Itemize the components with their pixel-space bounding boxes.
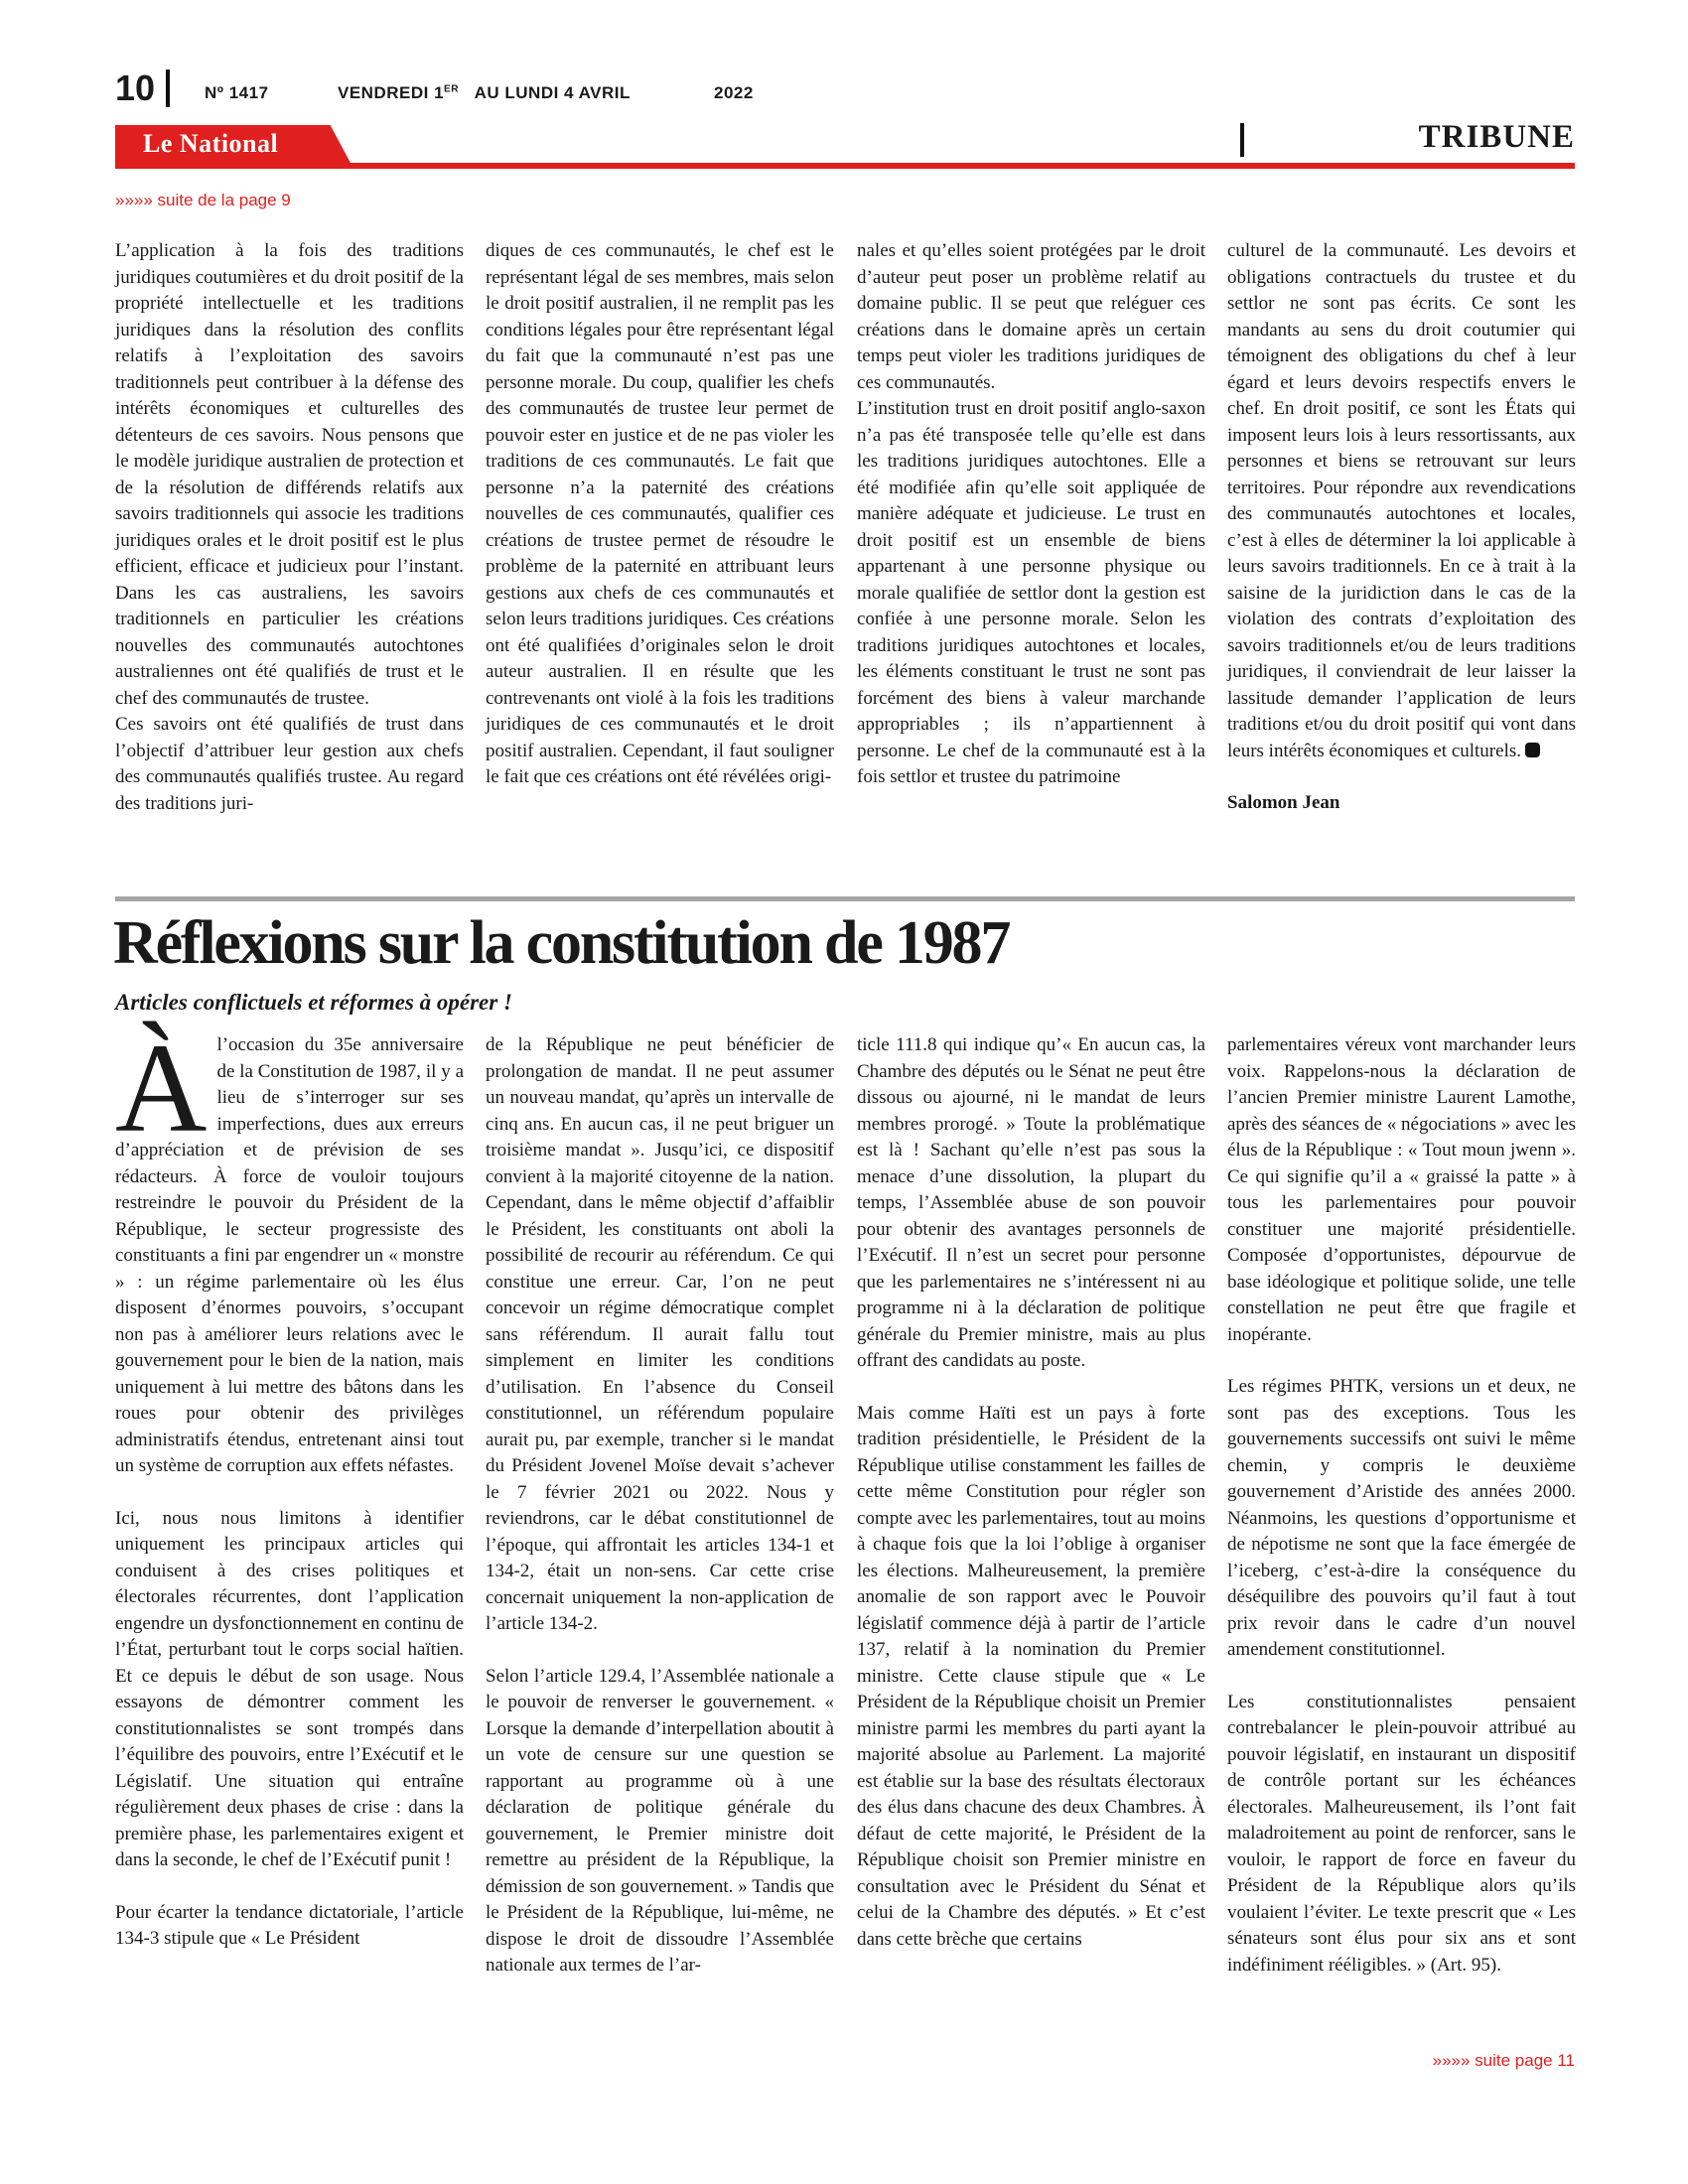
paragraph: Les constitutionnalistes pensaient contrebalancer le plein-pouvoir attribué au pouvoir législatif, en instaurant un dispositif de contrôle portant sur les échéances électorales. Malheureusement, ils l’ont fait maladroitement au point de renforcer, sans le vouloir, le rapport de force en faveur du Président de la République alors qu’ils voulaient l’éviter. Le texte prescrit que « Les sénateurs sont élus pour six ans et sont indéfiniment rééligibles. » (Art. 95). <box>1227 1691 1576 1976</box>
end-of-article-icon <box>1525 743 1540 757</box>
article1-column-4 <box>1227 238 1576 817</box>
paragraph: Selon l’article 129.4, l’Assemblée nationale a le pouvoir de renverser le gouvernement. « Lorsque la demande d’interpellation aboutit à un vote de censure sur une question se rapportant au programme où à une déclaration de politique générale du gouvernement, le Premier ministre doit remettre au président de la République, la démission de son gouvernement. » Tandis que le Président de la République, lui-même, ne dispose le droit de dissoudre l’Assemblée nationale aux termes de l’ar- <box>486 1665 834 1976</box>
article-subtitle: Articles conflictuels et réformes à opérer ! <box>115 990 512 1015</box>
paragraph: parlementaires véreux vont marchander leurs voix. Rappelons-nous la déclaration de l’ancien Premier ministre Laurent Lamothe, après des séances de « négociations » avec les élus de la République : « Tout moun jwenn ». Ce qui signifie qu’il a « graissé la patte » à tous les parlementaires pour pouvoir constituer une majorité présidentielle. Composée d’opportunistes, dépourvue de base idéologique et politique solide, une telle constellation ne peut être que fragile et inopérante. <box>1227 1034 1576 1345</box>
paragraph: L’institution trust en droit positif anglo-saxon n’a pas été transposée telle qu’elle est dans les traditions juridiques autochtones. Elle a été modifiée afin qu’elle soit appliquée de manière adéquate et judicieuse. Le trust en droit positif est un ensemble de biens appartenant à une personne physique ou morale qualifiée de settlor dont la gestion est confiée à une personne morale. Selon les traditions juridiques autochtones et locales, les éléments constituant le trust ne sont pas forcément des biens à valeur marchande appropriables ; ils n’appartiennent à personne. Le chef de la communauté est à la fois settlor et trustee du patrimoine <box>857 398 1205 787</box>
continued-from-link[interactable]: »»»» suite de la page 9 <box>115 191 291 209</box>
paragraph: Pour écarter la tendance dictatoriale, l’article 134-3 stipule que « Le Président <box>115 1901 464 1949</box>
paragraph: diques de ces communautés, le chef est le représentant légal de ses membres, mais selon le droit positif australien, il ne remplit pas les conditions légales pour être représentant légal du fait que la communauté n’est pas une personne morale. Du coup, qualifier les chefs des communautés de trustee leur permet de pouvoir ester en justice et de ne pas violer les traditions de ces communautés. Le fait que personne n’a la paternité des créations nouvelles de ces communautés, qualifier ces créations de trustee permet de résoudre le problème de la paternité en attribuant leurs gestions aux chefs de ces communautés et selon leurs traditions juridiques. Ces créations ont été qualifiées d’originales selon le droit auteur australien. Il en résulte que les contrevenants ont violé à la fois les traditions juridiques de ces communautés et le droit positif australien. Cependant, il faut souligner le fait que ces créations ont été révélées origi- <box>486 240 834 787</box>
section-divider <box>1240 123 1244 157</box>
paragraph: ticle 111.8 qui indique qu’« En aucun cas, la Chambre des députés ou le Sénat ne peut être dissous ou ajourné, ni le mandat de leurs membres prorogé. » Toute la problématique est là ! Sachant qu’elle n’est pas sous la menace d’une dissolution, la plupart du temps, l’Assemblée abuse de son pouvoir pour obtenir des avantages personnels de l’Exécutif. Il n’est un secret pour personne que les parlementaires ne s’intéressent ni au programme ni à la déclaration de politique générale du Premier ministre, mais au plus offrant des candidats au poste. <box>857 1034 1205 1371</box>
page-number: 10 <box>115 68 156 108</box>
paragraph: Ces savoirs ont été qualifiés de trust dans l’objectif d’attribuer leur gestion aux chefs des communautés qualifiés trustee. Au regard des traditions juri- <box>115 714 464 814</box>
continued-to-link[interactable]: »»»» suite page 11 <box>1432 2051 1575 2070</box>
author-signature: Salomon Jean <box>1227 792 1340 813</box>
paragraph: Les régimes PHTK, versions un et deux, ne sont pas des exceptions. Tous les gouvernements successifs ont suivi le même chemin, y compris le deuxième gouvernement d’Aristide des années 2000. Néanmoins, les questions d’opportunisme et de népotisme ne sont que la face émergée de l’iceberg, c’est-à-dire la conséquence du déséquilibre des pouvoirs qu’il faut à tout prix revoir dans le cadre d’un nouvel amendement constitutionnel. <box>1227 1376 1576 1660</box>
paragraph: nales et qu’elles soient protégées par le droit d’auteur peut poser un problème relatif au domaine public. Il se peut que reléguer ces créations dans le domaine après un certain temps peut violer les traditions juridiques de ces communautés. <box>857 240 1205 393</box>
issue-number: Nº 1417 <box>205 83 269 102</box>
article2-column-3 <box>857 1032 1205 1953</box>
paragraph: Mais comme Haïti est un pays à forte tradition présidentielle, le Président de la République utilise constamment les failles de cette même Constitution pour régler son compte avec les parlementaires, tout au moins à chaque fois que la loi l’oblige à organiser les élections. Malheureusement, la première anomalie de son rapport avec le Pouvoir législatif commence déjà à partir de l’article 137, relatif à la nomination du Premier ministre. Cette clause stipule que « Le Président de la République choisit un Premier ministre parmi les membres du parti ayant la majorité absolue au Parlement. La majorité est établie sur la base des résultats électoraux des élus dans chacune des deux Chambres. À défaut de cette majorité, le Président de la République choisit son Premier ministre en consultation avec le Président du Sénat et celui de la Chambre des députés. » Et c’est dans cette brèche que certains <box>857 1402 1205 1950</box>
issue-year: 2022 <box>714 83 754 102</box>
article2-column-2 <box>486 1032 834 1979</box>
paragraph: L’application à la fois des traditions juridiques coutumières et du droit positif de la propriété intellectuelle et les traditions juridiques dans la résolution des conflits relatifs à l’exploitation des savoirs traditionnels peut contribuer à la défense des intérêts économiques et culturelles des détenteurs de ces savoirs. Nous pensons que le modèle juridique australien de protection et de la résolution de différends relatifs aux savoirs traditionnels qui associe les traditions juridiques orales et le droit positif est le plus efficient, efficace et judicieux pour l’instant. Dans les cas australiens, les savoirs traditionnels en particulier les créations nouvelles des communautés autochtones australiennes ont été qualifiés de trust et le chef des communautés de trustee. <box>115 240 464 709</box>
article1-column-3 <box>857 238 1205 791</box>
article2-column-1 <box>115 1018 464 1953</box>
paragraph: culturel de la communauté. Les devoirs et obligations contractuels du trustee et du settlor ne sont pas écrits. Ce sont les mandants au sens du droit coutumier qui témoignent des obligations du chef à leur égard et leurs devoirs respectifs envers le chef. En droit positif, ce sont les États qui imposent leurs lois à leurs ressortissants, aux personnes et biens se retrouvant sur leurs territoires. Pour répondre aux revendications des communautés autochtones et locales, c’est à elles de déterminer la loi applicable à leurs savoirs traditionnels. En ce à trait à la saisine de la juridiction dans le cas de la violation des contrats d’exploitation des savoirs traditionnels et/ou de leurs traditions juridiques, il conviendrait de leur laisser la lassitude demander l’application de leurs traditions et/ou du droit positif qui vont dans leurs intérêts économiques et culturels. <box>1227 240 1576 761</box>
header-divider <box>166 69 170 107</box>
article1-column-1 <box>115 238 464 817</box>
article-separator <box>115 896 1575 901</box>
header-rule <box>115 163 1575 169</box>
article-title: Réflexions sur la constitution de 1987 <box>113 909 1010 977</box>
newspaper-logo: Le National <box>143 129 279 158</box>
drop-cap: À <box>115 1018 208 1159</box>
issue-date: VENDREDI 1ER AU LUNDI 4 AVRIL <box>338 83 631 102</box>
article2-column-4 <box>1227 1032 1576 1979</box>
section-title: TRIBUNE <box>1418 119 1575 155</box>
paragraph: Ici, nous nous limitons à identifier uniquement les principaux articles qui conduisent à des crises politiques et électorales récurrentes, dont l’application engendre un dysfonctionnement en continu de l’État, perturbant tout le corps social haïtien. Et ce depuis le début de son usage. Nous essayons de démontrer comment les constitutionnalistes se sont trompés dans l’équilibre des pouvoirs, entre l’Exécutif et le Législatif. Une situation qui entraîne régulièrement deux phases de crise : dans la première phase, les parlementaires exigent et dans la seconde, le chef de l’Exécutif punit ! <box>115 1507 464 1870</box>
article1-column-2 <box>486 238 834 791</box>
paragraph: Àl’occasion du 35e anniversaire de la Constitution de 1987, il y a lieu de s’interroger sur ses imperfections, dues aux erreurs d’appréciation et de prévision de ses rédacteurs. À force de vouloir toujours restreindre le pouvoir du Président de la République, le secteur progressiste des constituants a fini par engendrer un « monstre » : un régime parlementaire où les élus disposent d’énormes pouvoirs, s’occupant non pas à améliorer leurs relations avec le gouvernement pour le bien de la nation, mais uniquement à lui mettre des bâtons dans les roues pour obtenir des privilèges administratifs étendus, entretenant ainsi tout un système de corruption aux effets néfastes. <box>115 1018 464 1476</box>
paragraph: de la République ne peut bénéficier de prolongation de mandat. Il ne peut assumer un nouveau mandat, qu’après un intervalle de cinq ans. En aucun cas, il ne peut briguer un troisième mandat ». Jusqu’ici, ce dispositif convient à la majorité citoyenne de la nation. Cependant, dans le même objectif d’affaiblir le Président, les constituants ont aboli la possibilité de recourir au référendum. Ce qui constitue une erreur. Car, l’on ne peut concevoir un régime démocratique complet sans référendum. Il aurait fallu tout simplement en limiter les conditions d’utilisation. En l’absence du Conseil constitutionnel, un référendum populaire aurait pu, par exemple, trancher si le mandat du Président Jovenel Moïse devait s’achever le 7 février 2021 ou 2022. Nous y reviendrons, car le débat constitutionnel de l’époque, qui affrontait les articles 134-1 et 134-2, était un non-sens. Car cette crise concernait uniquement la non-application de l’article 134-2. <box>486 1034 834 1634</box>
